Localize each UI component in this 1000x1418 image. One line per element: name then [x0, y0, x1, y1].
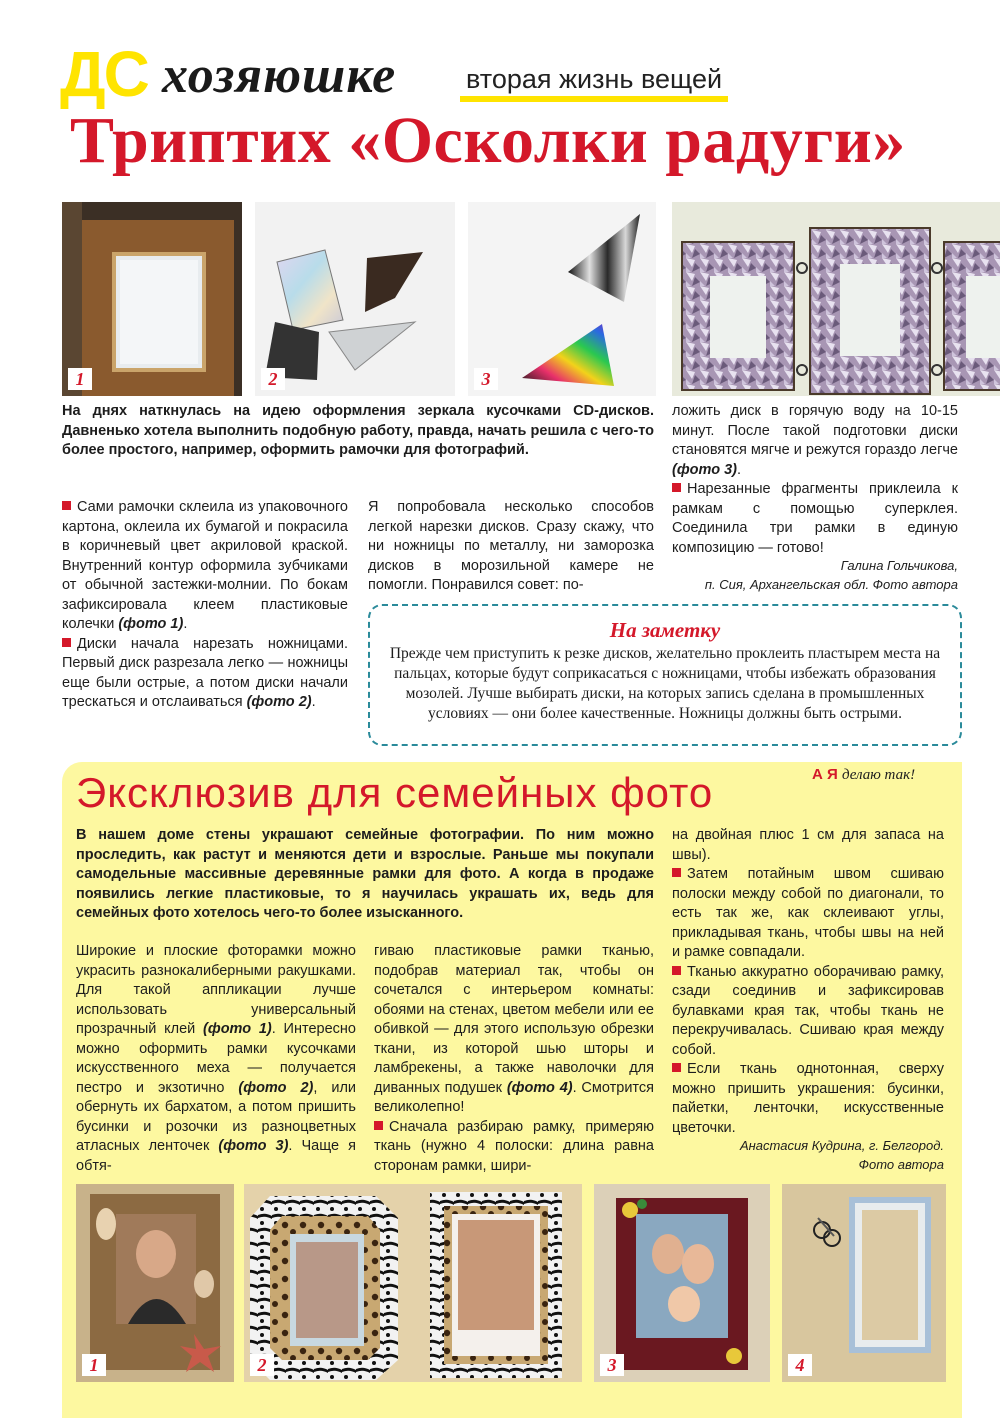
paragraph-text: Диски начала нарезать ножницами. Первый диск разрезала легко — ножницы еще были острые, а потом диски начали трескаться и отслаиваться [62, 635, 348, 710]
fur-frames-photo [244, 1184, 582, 1382]
mosaic-frames-image [672, 202, 1000, 396]
photo-ref: (фото 1) [203, 1021, 272, 1037]
paragraph-text: . Смотрится великолепно! [374, 1079, 654, 1115]
punctuation: . [737, 461, 742, 478]
photo-number: 3 [600, 1354, 624, 1376]
article1-column-2: Я попробовала несколько способов легкой нарезки дисков. Сразу скажу, что ни ножницы по металлу, ни заморозка дисков в морозильной камере не помогли. Понравился совет: по- [368, 499, 654, 593]
bullet-square [672, 868, 681, 877]
rubric-badge [812, 766, 915, 784]
photo-number: 4 [788, 1354, 812, 1376]
paragraph-text: Затем потайным швом сшиваю полоски между собой по диагонали, то есть так же, как склеивают углы, прикладывая ткань, чтобы швы на ней и рамке совпадали. [672, 866, 944, 960]
triptych-frames-photo [672, 202, 1000, 396]
cardboard-frame-image [62, 202, 242, 396]
paragraph-text: Сначала разбираю рамку, примеряю ткань (нужно 4 полоски: длина равна сторонам рамки, шири- [374, 1118, 654, 1174]
paragraph-text: , или обернуть их бархатом, а потом пришить бусинки и розочки из разноцветных атласных ленточек [76, 1079, 357, 1154]
paragraph-text: гиваю пластиковые рамки тканью, подобрав материал так, чтобы он сочетался с интерьером комнаты: обоями на стенах, цветом мебели или ее обивкой — для этого использую обрезки ткани, из которой шью шторы и ламбрекены, а также наволочки для диванных подушек [374, 943, 654, 1096]
paragraph-text: на двойная плюс 1 см для запаса на швы). [672, 827, 944, 863]
rainbow-cd-shards-photo [468, 202, 656, 396]
note-box [368, 604, 962, 746]
paragraph-text: ложить диск в горячую воду на 10-15 минут. После такой подготовки диски становятся мягче и режутся гораздо легче [672, 403, 958, 458]
rainbow-shards-image [468, 202, 656, 396]
article2-photo-credit: Фото автора [858, 1157, 944, 1172]
photo-ref: (фото 2) [246, 694, 312, 710]
cd-shards-photo [255, 202, 455, 396]
photo-number: 1 [82, 1354, 106, 1376]
photo-number: 1 [68, 368, 92, 390]
shell-frame-photo [76, 1184, 234, 1382]
note-title: На заметку [609, 618, 721, 642]
rubric-badge-label: А Я [812, 766, 838, 783]
fabric-frame-image [782, 1184, 946, 1382]
photo-ref: (фото 4) [506, 1079, 573, 1096]
paragraph-text: Сами рамочки склеила из упаковочного картона, оклеила их бумагой и покрасила в коричневый цвет акриловой краской. Внутренний контур оформила зубчиками от обычной застежки-молнии. По бокам зафиксировала клеем пластиковые колечки [62, 499, 348, 632]
photo-ref: (фото 3) [218, 1138, 289, 1154]
photo-number: 3 [474, 368, 498, 390]
article2-title: Эксклюзив для семейных фото [76, 769, 714, 816]
bullet-square [62, 638, 71, 647]
velvet-frame-photo [594, 1184, 770, 1382]
velvet-frame-image [594, 1184, 770, 1382]
yellow-underline [460, 96, 728, 102]
cd-shards-image [255, 202, 455, 396]
fur-frames-image [244, 1184, 582, 1382]
note-body: Прежде чем приступить к резке дисков, желательно проклеить пластырем места на пальцах, которые будут соприкасаться с ножницами, чтобы избежать образования мозолей. Лучше выбирать диски, на которых запись сделана в промышленных условиях — они более качественные. Ножницы должны быть острыми. [389, 645, 941, 722]
bullet-square [672, 1063, 681, 1072]
photo-ref: (фото 1) [118, 616, 184, 632]
paragraph-text: Широкие и плоские фоторамки можно украсить разнокалиберными ракушками. Для такой аппликации лучше использовать универсальный прозрачный клей [76, 943, 356, 1037]
paragraph-text: . Чаще я обтя- [76, 1138, 356, 1174]
article1-place: п. Сия, Архангельская обл. Фото автора [704, 577, 958, 592]
punctuation: . [311, 694, 316, 710]
bullet-square [672, 966, 681, 975]
bullet-square [672, 483, 681, 492]
rubric-title: хозяюшке [162, 47, 397, 104]
photo-ref: (фото 3) [672, 461, 737, 478]
paragraph-text: Если ткань однотонная, сверху можно пришить украшения: бусинки, пайетки, ленточки, искусственные цветочки. [672, 1061, 944, 1136]
magazine-logo: ДС [60, 38, 148, 110]
article1-column-3 [672, 402, 958, 558]
rubric-badge-text: делаю так! [841, 767, 916, 783]
article2-lead: В нашем доме стены украшают семейные фотографии. По ним можно проследить, как растут и меняются дети и взрослые. Раньше мы покупали самодельные массивные деревянные рамки для фото. А когда в продаже появились легкие пластиковые, то я научилась украшать их, ведь для семейных фото хотелось чего-то более изысканного. [76, 827, 654, 921]
article2-column-3 [672, 826, 944, 1138]
photo-ref: (фото 2) [238, 1079, 314, 1096]
rubric-subtitle: вторая жизнь вещей [466, 64, 723, 94]
bullet-square [374, 1121, 383, 1130]
article2-column-2 [374, 942, 654, 1176]
article1-author: Галина Гольчикова, [840, 558, 958, 573]
article-title: Триптих «Осколки радуги» [70, 104, 906, 177]
article1-lead: На днях наткнулась на идею оформления зеркала кусочками CD-дисков. Давненько хотела выполнить подобную работу, правда, начать решила с чего-то более простого, например, оформить рамочки для фотографий. [62, 403, 654, 458]
cardboard-frame-photo [62, 202, 242, 396]
paragraph-text: Нарезанные фрагменты приклеила к рамкам с помощью суперклея. Соединила три рамки в единую композицию — готово! [672, 481, 958, 556]
bullet-square [62, 501, 71, 510]
photo-number: 2 [250, 1354, 274, 1376]
paragraph-text: Тканью аккуратно оборачиваю рамку, сзади соединив и зафиксировав булавками края так, чтобы ткань не перекручивалась. Сшиваю края между собой. [672, 963, 944, 1058]
article2-column-1 [76, 942, 356, 1176]
shell-frame-image [76, 1184, 234, 1382]
paragraph-text: . Интересно можно оформить рамки кусочками искусственного меха — получается пестро и экзотично [76, 1021, 356, 1096]
fabric-frame-photo [782, 1184, 946, 1382]
photo-number: 2 [261, 368, 285, 390]
article1-column-1 [62, 498, 348, 713]
article2-author: Анастасия Кудрина, г. Белгород. [739, 1138, 944, 1153]
punctuation: . [183, 616, 188, 632]
